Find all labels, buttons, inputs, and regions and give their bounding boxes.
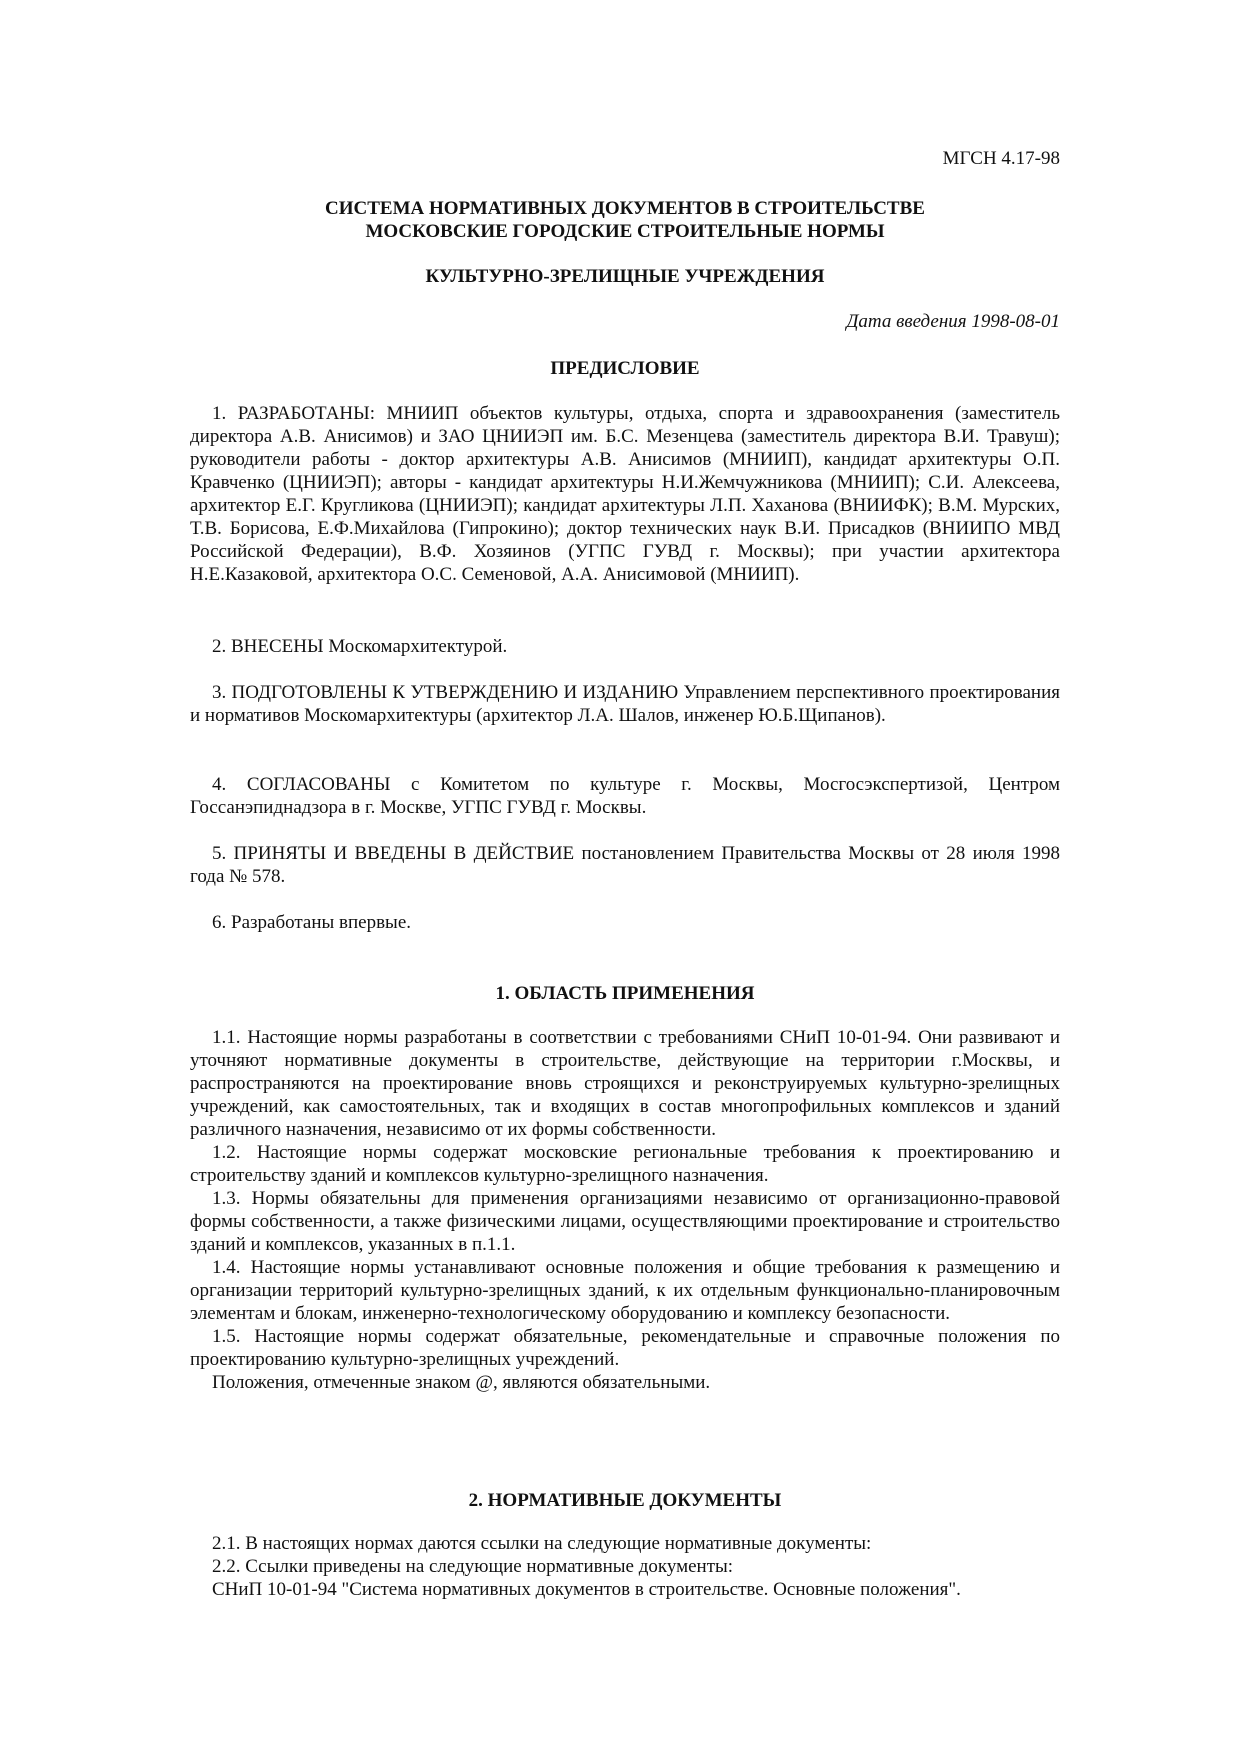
section-1-body xyxy=(190,1026,1060,1394)
section-2-item: 2.2. Ссылки приведены на следующие нормативные документы: xyxy=(212,1556,734,1577)
preface-item-text: 3. ПОДГОТОВЛЕНЫ К УТВЕРЖДЕНИЮ И ИЗДАНИЮ Управлением перспективного проектирования и нормативов Москомархитектуры (архитектор Л.А. Шалов, инженер Ю.Б.Щипанов). xyxy=(190,682,1060,726)
intro-date: Дата введения 1998-08-01 xyxy=(846,311,1060,332)
section-1-item: Положения, отмеченные знаком @, являются обязательными. xyxy=(212,1372,711,1393)
preface-item xyxy=(190,842,1060,888)
preface-item-text: 4. СОГЛАСОВАНЫ с Комитетом по культуре г. Москвы, Мосгосэкспертизой, Центром Госсанэпиднадзора в г. Москве, УГПС ГУВД г. Москвы. xyxy=(190,774,1060,818)
preface-item-text: 1. РАЗРАБОТАНЫ: МНИИП объектов культуры, отдыха, спорта и здравоохранения (заместитель директора А.В. Анисимов) и ЗАО ЦНИИЭП им. Б.С. Мезенцева (заместитель директора В.И. Травуш); руководители работы - доктор архитектуры А.В. Анисимов (МНИИП), кандидат архитектуры О.П. Кравченко (ЦНИИЭП); авторы - кандидат архитектуры Н.И.Жемчужникова (МНИИП); С.И. Алексеева, архитектор Е.Г. Кругликова (ЦНИИЭП); кандидат архитектуры Л.П. Хаханова (ВНИИФК); В.М. Мурских, Т.В. Борисова, Е.Ф.Михайлова (Гипрокино); доктор технических наук В.И. Присадков (ВНИИПО МВД Российской Федерации), В.Ф. Хозяинов (УГПС ГУВД г. Москвы); при участии архитектора Н.Е.Казаковой, архитектора О.С. Семеновой, А.А. Анисимовой (МНИИП). xyxy=(190,403,1060,585)
section-1-item: 1.1. Настоящие нормы разработаны в соответствии с требованиями СНиП 10-01-94. Они развивают и уточняют нормативные документы в строительстве, действующие на территории г.Москвы, и распространяются на проектирование вновь строящихся и реконструируемых культурно-зрелищных учреждений, как самостоятельных, так и входящих в состав многопрофильных комплексов и зданий различного назначения, независимо от их формы собственности. xyxy=(190,1027,1060,1140)
preface-title: ПРЕДИСЛОВИЕ xyxy=(550,358,700,379)
section-2-item: 2.1. В настоящих нормах даются ссылки на следующие нормативные документы: xyxy=(212,1533,872,1554)
preface-item xyxy=(190,635,1060,658)
section-1-item: 1.3. Нормы обязательны для применения организациями независимо от организационно-правовой формы собственности, а также физическими лицами, осуществляющими проектирование и строительство зданий и комплексов, указанных в п.1.1. xyxy=(190,1188,1060,1255)
title-line-2: МОСКОВСКИЕ ГОРОДСКИЕ СТРОИТЕЛЬНЫЕ НОРМЫ xyxy=(365,221,885,242)
preface-item xyxy=(190,911,1060,934)
document-code: МГСН 4.17-98 xyxy=(942,148,1060,169)
section-1-item: 1.5. Настоящие нормы содержат обязательные, рекомендательные и справочные положения по проектированию культурно-зрелищных учреждений. xyxy=(190,1326,1060,1370)
section-2-body xyxy=(190,1532,1060,1601)
preface-item-text: 2. ВНЕСЕНЫ Москомархитектурой. xyxy=(212,636,508,657)
preface-item xyxy=(190,402,1060,586)
document-title xyxy=(190,197,1060,243)
section-2-item: СНиП 10-01-94 "Система нормативных документов в строительстве. Основные положения". xyxy=(212,1579,961,1600)
preface-item-text: 6. Разработаны впервые. xyxy=(212,912,411,933)
section-1-item: 1.4. Настоящие нормы устанавливают основные положения и общие требования к размещению и организации территорий культурно-зрелищных зданий, к их отдельным функционально-планировочным элементам и блокам, инженерно-технологическому оборудованию и комплексу безопасности. xyxy=(190,1257,1060,1324)
preface-item xyxy=(190,681,1060,727)
section-1-title: 1. ОБЛАСТЬ ПРИМЕНЕНИЯ xyxy=(495,983,755,1004)
section-1-item: 1.2. Настоящие нормы содержат московские региональные требования к проектированию и строительству зданий и комплексов культурно-зрелищного назначения. xyxy=(190,1142,1060,1186)
document-subtitle: КУЛЬТУРНО-ЗРЕЛИЩНЫЕ УЧРЕЖДЕНИЯ xyxy=(425,266,825,287)
title-line-1: СИСТЕМА НОРМАТИВНЫХ ДОКУМЕНТОВ В СТРОИТЕЛЬСТВЕ xyxy=(325,198,925,219)
preface-item-text: 5. ПРИНЯТЫ И ВВЕДЕНЫ В ДЕЙСТВИЕ постановлением Правительства Москвы от 28 июля 1998 года № 578. xyxy=(190,843,1060,887)
section-2-title: 2. НОРМАТИВНЫЕ ДОКУМЕНТЫ xyxy=(468,1490,782,1511)
preface-item xyxy=(190,773,1060,819)
